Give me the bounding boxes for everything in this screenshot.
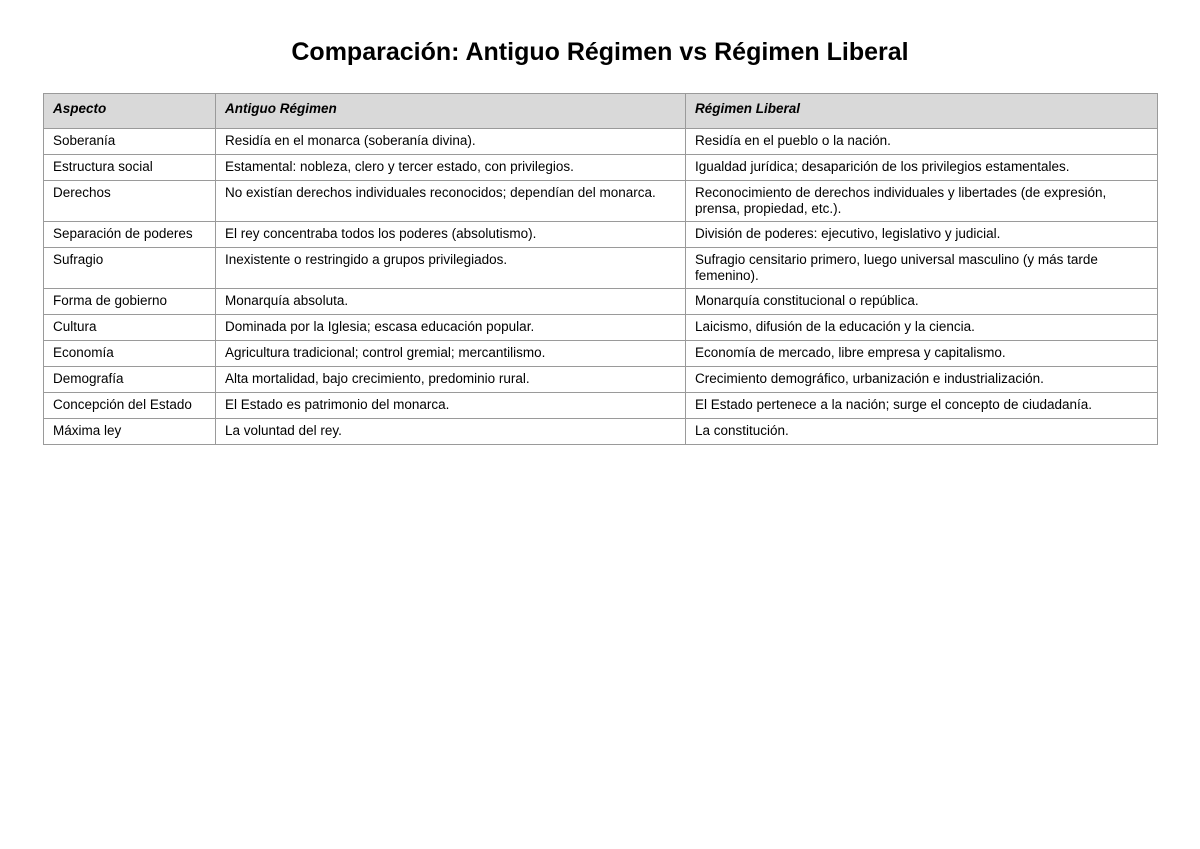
header-regimen-liberal: Régimen Liberal (686, 94, 1158, 129)
antiguo-cell: La voluntad del rey. (216, 419, 686, 445)
liberal-cell: División de poderes: ejecutivo, legislativo y judicial. (686, 222, 1158, 248)
antiguo-cell: No existían derechos individuales reconocidos; dependían del monarca. (216, 181, 686, 222)
table-row (44, 155, 1158, 181)
antiguo-cell: El Estado es patrimonio del monarca. (216, 393, 686, 419)
liberal-cell: Monarquía constitucional o república. (686, 289, 1158, 315)
table-row (44, 393, 1158, 419)
table-row (44, 419, 1158, 445)
comparison-table (43, 93, 1158, 445)
aspect-cell: Concepción del Estado (44, 393, 216, 419)
liberal-cell: Residía en el pueblo o la nación. (686, 129, 1158, 155)
header-antiguo-regimen: Antiguo Régimen (216, 94, 686, 129)
aspect-cell: Sufragio (44, 248, 216, 289)
table-row (44, 367, 1158, 393)
aspect-cell: Forma de gobierno (44, 289, 216, 315)
aspect-cell: Economía (44, 341, 216, 367)
antiguo-cell: Estamental: nobleza, clero y tercer estado, con privilegios. (216, 155, 686, 181)
antiguo-cell: Inexistente o restringido a grupos privilegiados. (216, 248, 686, 289)
table-row (44, 129, 1158, 155)
liberal-cell: Crecimiento demográfico, urbanización e industrialización. (686, 367, 1158, 393)
antiguo-cell: Alta mortalidad, bajo crecimiento, predominio rural. (216, 367, 686, 393)
table-header-row (44, 94, 1158, 129)
aspect-cell: Cultura (44, 315, 216, 341)
antiguo-cell: El rey concentraba todos los poderes (absolutismo). (216, 222, 686, 248)
header-aspecto: Aspecto (44, 94, 216, 129)
table-row (44, 222, 1158, 248)
liberal-cell: Reconocimiento de derechos individuales y libertades (de expresión, prensa, propiedad, etc.). (686, 181, 1158, 222)
liberal-cell: Laicismo, difusión de la educación y la ciencia. (686, 315, 1158, 341)
table-row (44, 341, 1158, 367)
table-row (44, 289, 1158, 315)
antiguo-cell: Agricultura tradicional; control gremial; mercantilismo. (216, 341, 686, 367)
table-row (44, 315, 1158, 341)
antiguo-cell: Monarquía absoluta. (216, 289, 686, 315)
aspect-cell: Derechos (44, 181, 216, 222)
antiguo-cell: Residía en el monarca (soberanía divina). (216, 129, 686, 155)
liberal-cell: Sufragio censitario primero, luego universal masculino (y más tarde femenino). (686, 248, 1158, 289)
page-title: Comparación: Antiguo Régimen vs Régimen Liberal (291, 38, 909, 66)
liberal-cell: Igualdad jurídica; desaparición de los privilegios estamentales. (686, 155, 1158, 181)
liberal-cell: Economía de mercado, libre empresa y capitalismo. (686, 341, 1158, 367)
aspect-cell: Máxima ley (44, 419, 216, 445)
liberal-cell: El Estado pertenece a la nación; surge el concepto de ciudadanía. (686, 393, 1158, 419)
antiguo-cell: Dominada por la Iglesia; escasa educación popular. (216, 315, 686, 341)
aspect-cell: Demografía (44, 367, 216, 393)
table-row (44, 248, 1158, 289)
aspect-cell: Separación de poderes (44, 222, 216, 248)
aspect-cell: Estructura social (44, 155, 216, 181)
table-row (44, 181, 1158, 222)
aspect-cell: Soberanía (44, 129, 216, 155)
liberal-cell: La constitución. (686, 419, 1158, 445)
